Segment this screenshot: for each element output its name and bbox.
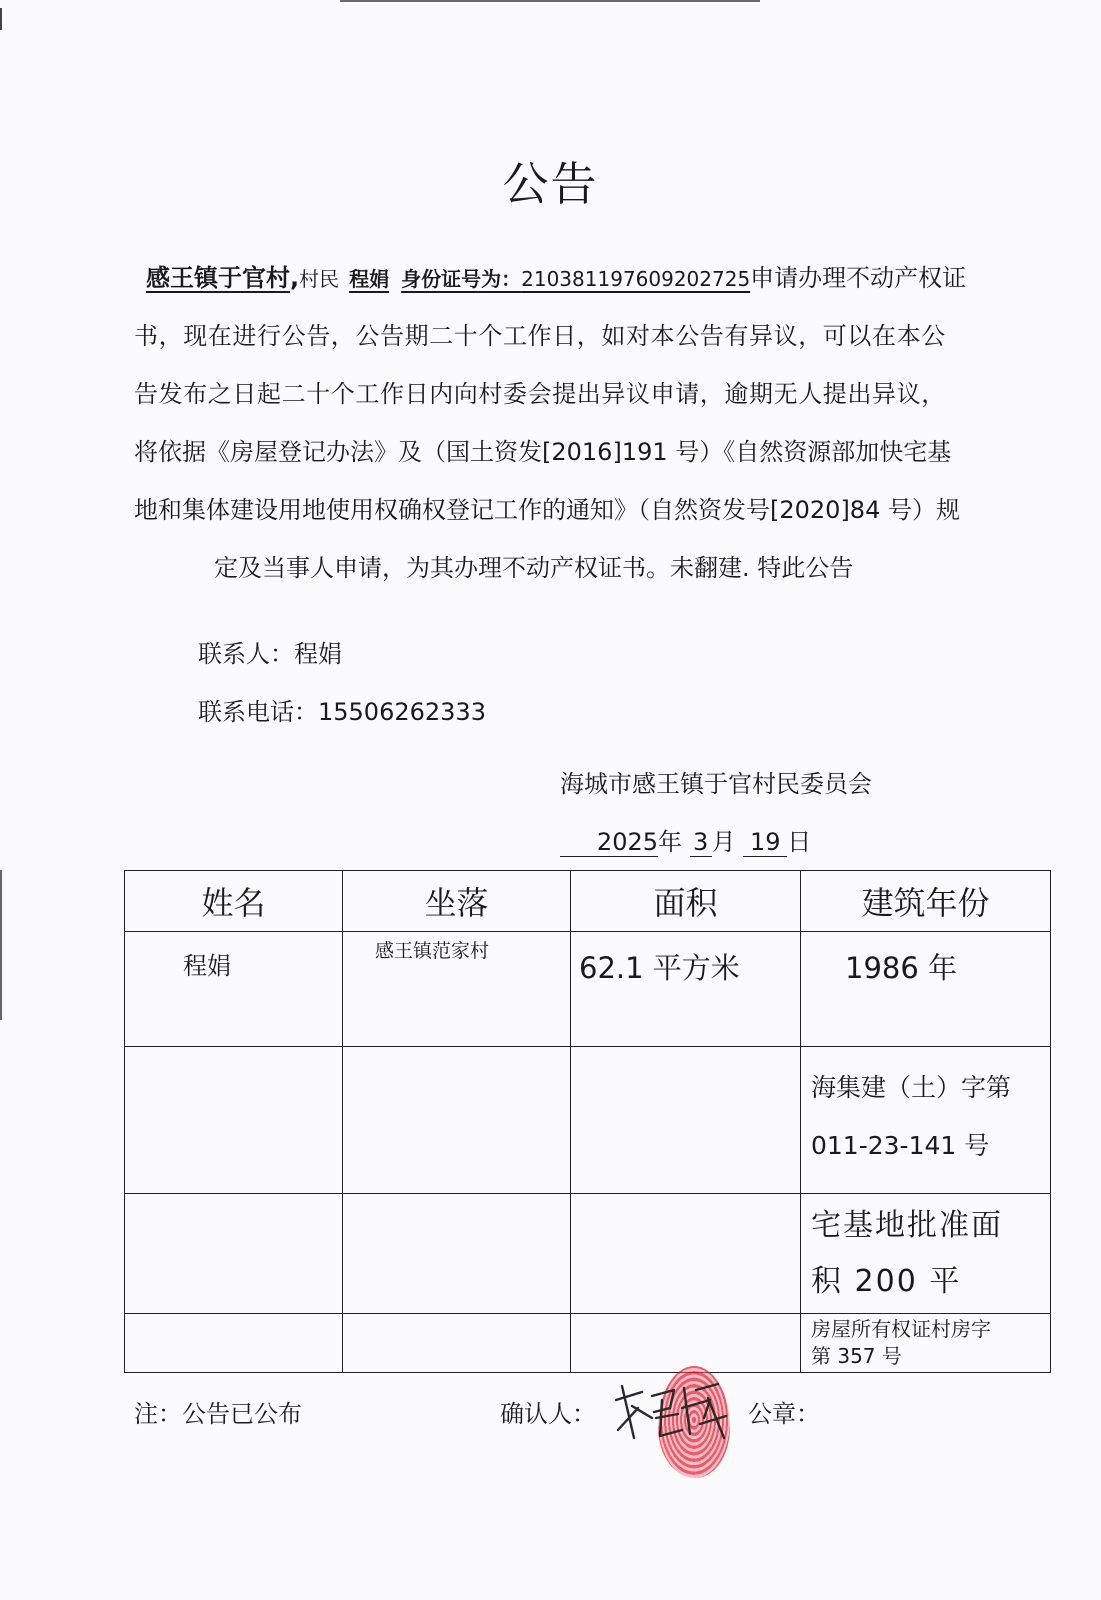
id-label: 身份证号为：: [401, 267, 522, 291]
intro-line: [134, 258, 966, 293]
empty-cell: [125, 1194, 343, 1314]
header-name: 姓名: [125, 871, 343, 932]
confirmer-label: 确认人：: [500, 1400, 596, 1428]
approved-area-line2: 积 200 平: [811, 1264, 962, 1299]
date-year: 2025: [560, 828, 658, 857]
header-build-year: 建筑年份: [801, 871, 1051, 932]
owner-name: 程娟: [183, 952, 231, 980]
handwritten-signature: [612, 1378, 730, 1442]
table-header-row: [125, 871, 1051, 932]
house-cert-line1: 房屋所有权证村房字: [811, 1317, 991, 1341]
date-day-unit: 日: [787, 828, 812, 856]
area-value: 62.1 平方米: [579, 951, 740, 985]
applicant-name: 程娟: [349, 267, 390, 291]
body-line-5: 定及当事人申请，为其办理不动产权证书。未翻建. 特此公告: [214, 554, 854, 582]
house-cert-cell: [801, 1314, 1051, 1373]
footer-note: 注：公告已公布: [134, 1400, 302, 1428]
intro-tail: 申请办理不动产权证: [750, 264, 967, 292]
date-day: 19: [743, 828, 787, 857]
seal-label: 公章：: [748, 1400, 820, 1428]
empty-cell: [343, 1314, 571, 1373]
empty-cell: [571, 1314, 801, 1373]
notice-title: 公告: [502, 157, 599, 211]
date-month: 3: [690, 828, 712, 857]
organization-name: 海城市感王镇于官村民委员会: [560, 770, 872, 798]
comma: ,: [290, 264, 300, 292]
date-year-unit: 年: [658, 828, 682, 856]
village-name: 感王镇于官村: [146, 264, 290, 292]
id-number: 210381197609202725: [521, 267, 751, 291]
cell-area: [571, 932, 801, 1047]
build-year-value: 1986 年: [845, 951, 958, 985]
notice-date: [560, 822, 811, 857]
villager-label: 村民: [299, 267, 340, 291]
location-value: 感王镇范家村: [375, 940, 490, 962]
property-table: [124, 870, 1051, 1373]
empty-cell: [571, 1047, 801, 1194]
contact-phone: 联系电话：15506262333: [198, 698, 486, 726]
date-month-unit: 月: [711, 828, 736, 856]
cell-location: [343, 932, 571, 1047]
land-cert-line2: 011-23-141 号: [811, 1131, 990, 1160]
table-row: [125, 1047, 1051, 1194]
scan-edge-left: [0, 8, 2, 30]
header-area: 面积: [571, 871, 801, 932]
empty-cell: [343, 1047, 571, 1194]
house-cert-line2: 第 357 号: [811, 1344, 902, 1368]
header-location: 坐落: [343, 871, 571, 932]
scan-edge-top: [340, 0, 760, 2]
approved-area-cell: [801, 1194, 1051, 1314]
empty-cell: [125, 1047, 343, 1194]
table-row: [125, 1314, 1051, 1373]
table-row: [125, 932, 1051, 1047]
land-cert-cell: [801, 1047, 1051, 1194]
land-cert-line1: 海集建（土）字第: [811, 1073, 1012, 1102]
contact-person: 联系人：程娟: [198, 640, 342, 668]
body-line-1: 书，现在进行公告，公告期二十个工作日，如对本公告有异议，可以在本公: [134, 322, 946, 350]
empty-cell: [343, 1194, 571, 1314]
body-line-2: 告发布之日起二十个工作日内向村委会提出异议申请，逾期无人提出异议，: [134, 380, 946, 408]
approved-area-line1: 宅基地批准面: [811, 1208, 1003, 1243]
body-line-3: 将依据《房屋登记办法》及（国土资发[2016]191 号）《自然资源部加快宅基: [134, 438, 952, 466]
cell-build-year: [801, 932, 1051, 1047]
cell-name: [125, 932, 343, 1047]
body-line-4: 地和集体建设用地使用权确权登记工作的通知》（自然资发号[2020]84 号）规: [134, 496, 960, 524]
scan-edge-left-lower: [0, 870, 2, 1020]
empty-cell: [571, 1194, 801, 1314]
table-row: [125, 1194, 1051, 1314]
empty-cell: [125, 1314, 343, 1373]
